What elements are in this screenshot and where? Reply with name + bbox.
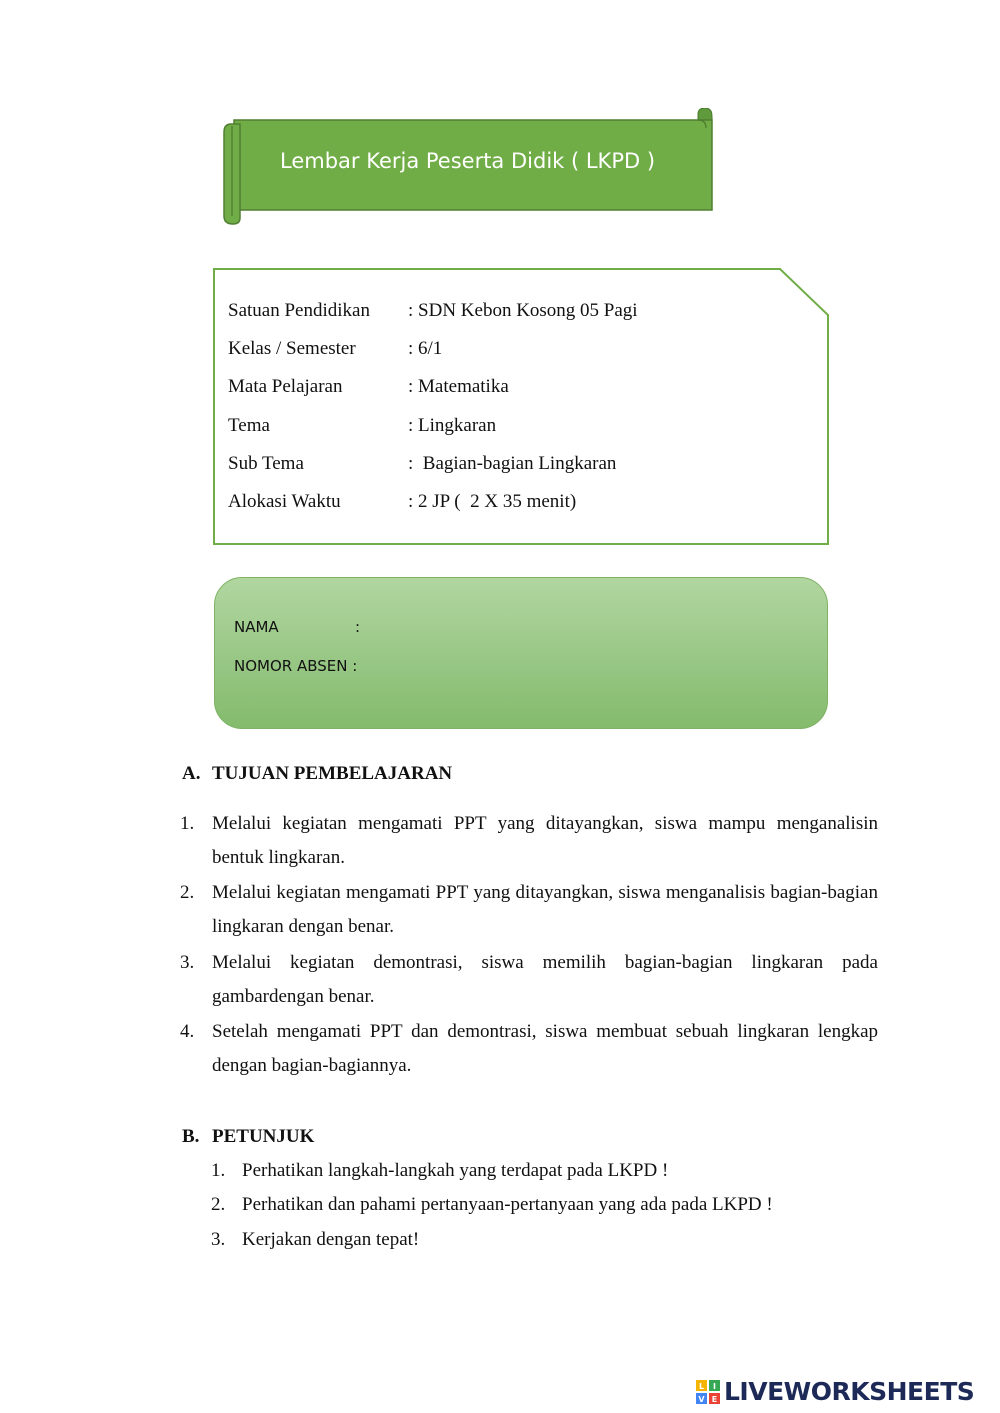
instruction-number: 1. [211,1160,226,1181]
svg-text:E: E [711,1395,718,1404]
objective-text: Melalui kegiatan mengamati PPT yang ditayangkan, siswa mampu menganalisin bentuk lingkaran. [212,813,878,868]
objective-number: 3. [180,952,195,973]
instruction-number: 2. [211,1194,226,1215]
info-label: Mata Pelajaran [228,376,343,397]
section-title: PETUNJUK [212,1126,315,1147]
svg-text:L: L [698,1382,705,1391]
info-label: Kelas / Semester [228,338,356,359]
info-value: : SDN Kebon Kosong 05 Pagi [408,300,638,321]
liveworksheets-watermark [696,1376,996,1408]
banner-title: Lembar Kerja Peserta Didik ( LKPD ) [280,149,656,173]
objective-number: 2. [180,882,195,903]
objective-number: 4. [180,1021,195,1042]
instruction-text: Perhatikan dan pahami pertanyaan-pertanyaan yang ada pada LKPD ! [242,1194,773,1215]
section-letter: B. [182,1126,200,1147]
info-value: : 6/1 [408,338,443,359]
info-label: Tema [228,415,270,436]
objective-text: Melalui kegiatan mengamati PPT yang ditayangkan, siswa menganalisis bagian-bagian lingkaran dengan benar. [212,882,878,937]
objective-text: Melalui kegiatan demontrasi, siswa memilih bagian-bagian lingkaran pada gambardengan benar. [212,952,878,1007]
info-value: : Matematika [408,376,509,397]
svg-text:V: V [698,1395,705,1404]
objective-text: Setelah mengamati PPT dan demontrasi, siswa membuat sebuah lingkaran lengkap dengan bagian-bagiannya. [212,1021,878,1076]
section-title: TUJUAN PEMBELAJARAN [212,763,453,784]
instruction-text: Kerjakan dengan tepat! [242,1229,420,1250]
section-letter: A. [182,763,201,784]
info-value: : 2 JP ( 2 X 35 menit) [408,491,577,512]
info-label: Sub Tema [228,453,304,474]
name-label: NAMA [234,618,279,636]
svg-text:I: I [713,1382,716,1391]
info-value: : Lingkaran [408,415,497,436]
info-label: Satuan Pendidikan [228,300,370,321]
absen-label: NOMOR ABSEN : [234,657,358,675]
info-value: : Bagian-bagian Lingkaran [408,453,617,474]
student-name-box [214,577,828,729]
name-colon: : [355,618,361,636]
instruction-text: Perhatikan langkah-langkah yang terdapat pada LKPD ! [242,1160,669,1181]
watermark-text: LIVEWORKSHEETS [724,1377,975,1406]
liveworksheets-logo-icon [696,1380,720,1404]
objective-number: 1. [180,813,195,834]
instruction-number: 3. [211,1229,226,1250]
info-label: Alokasi Waktu [228,491,341,512]
